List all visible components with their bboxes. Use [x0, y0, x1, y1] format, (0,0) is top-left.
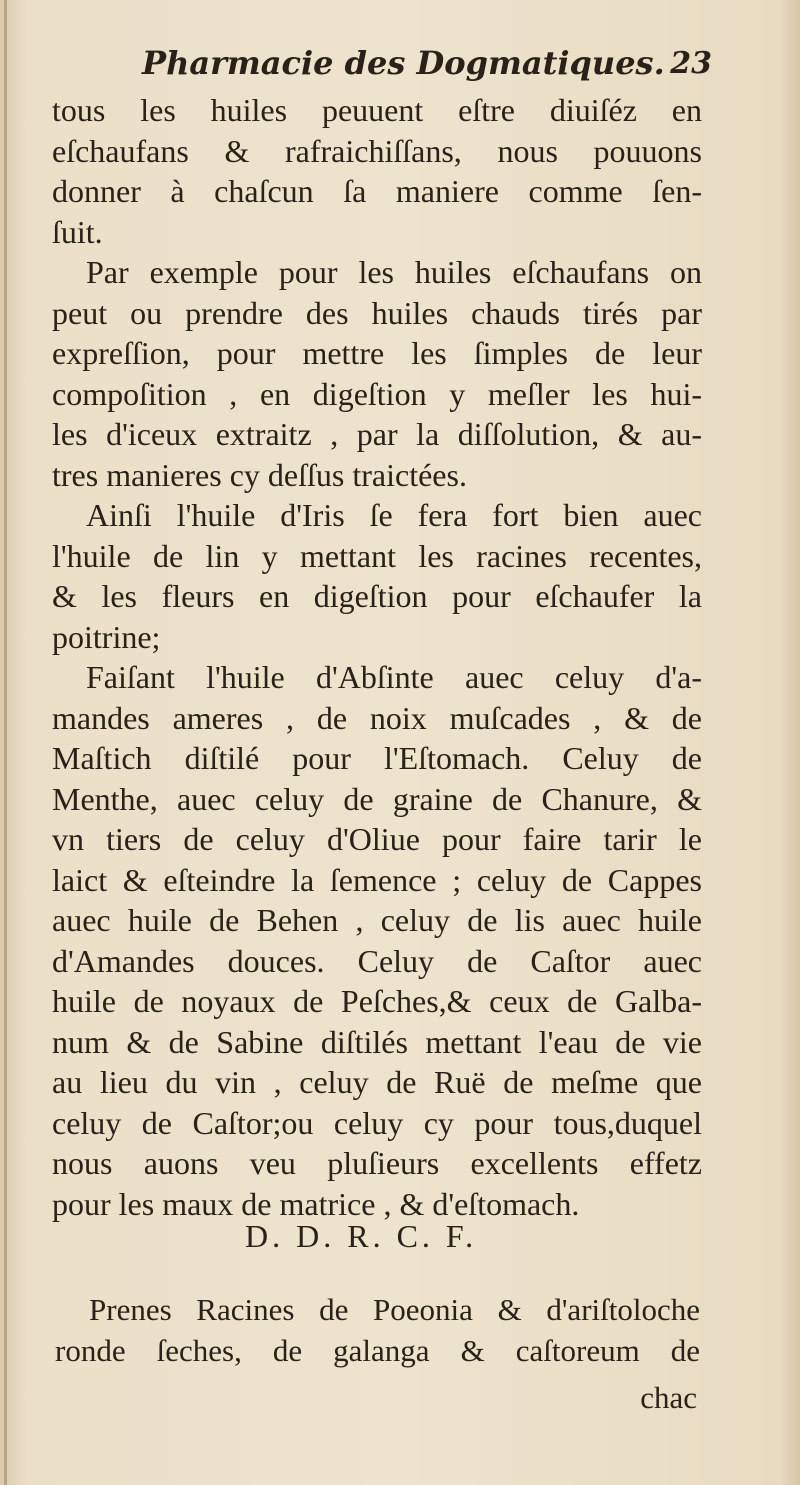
text-line: Par exemple pour les huiles eſchaufans on — [86, 254, 702, 290]
text-line: au lieu du vin , celuy de Ruë de meſme que — [52, 1064, 702, 1100]
text-line: les d'iceux extraitz , par la diſſolution, & au- — [52, 416, 702, 452]
text-line: eſchaufans & rafraichiſſans, nous pouuons — [52, 132, 702, 169]
text-line: l'huile de lin y mettant les racines recentes, — [52, 537, 702, 574]
text-line: Faiſant l'huile d'Abſinte auec celuy d'a- — [86, 659, 702, 695]
text-line: donner à chaſcun ſa maniere comme ſen- — [52, 173, 702, 209]
text-line: celuy de Caſtor;ou celuy cy pour tous,duquel — [52, 1104, 702, 1141]
section-signature: D. D. R. C. F. — [245, 1218, 478, 1254]
text-line: huile de noyaux de Peſches,& ceux de Galba- — [52, 983, 702, 1019]
text-line: tous les huiles peuuent eſtre diuiſéz en — [52, 92, 702, 128]
text-line: nous auons veu pluſieurs excellents effetz — [52, 1145, 702, 1181]
text-line: Prenes Racines de Poeonia & d'ariſtoloche — [89, 1292, 700, 1327]
running-title: Pharmacie des Dogmatiques. — [142, 44, 665, 82]
text-line: auec huile de Behen , celuy de lis auec huile — [52, 902, 702, 938]
page-header — [52, 44, 712, 94]
recipe-text — [55, 1290, 700, 1371]
text-line: d'Amandes douces. Celuy de Caſtor auec — [52, 942, 702, 979]
body-text — [52, 90, 702, 1224]
page-number: 23 — [670, 46, 712, 81]
text-line: vn tiers de celuy d'Oliue pour faire tarir le — [52, 821, 702, 857]
text-line: ſuit. — [52, 213, 103, 250]
text-line: ronde ſeches, de galanga & caſtoreum de — [55, 1332, 700, 1368]
text-line: peut ou prendre des huiles chauds tirés par — [52, 294, 702, 331]
text-line: compoſition , en digeſtion y meſler les hui- — [52, 375, 702, 412]
catchword: chac — [640, 1380, 697, 1415]
text-line: laict & eſteindre la ſemence ; celuy de Cappes — [52, 861, 702, 898]
text-line: poitrine; — [52, 618, 161, 655]
text-line: expreſſion, pour mettre les ſimples de leur — [52, 335, 702, 371]
text-line: Maſtich diſtilé pour l'Eſtomach. Celuy de — [52, 740, 702, 776]
text-line: pour les maux de matrice , & d'eſtomach. — [52, 1185, 580, 1222]
text-line: & les fleurs en digeſtion pour eſchaufer la — [52, 578, 702, 614]
page-gutter-edge — [4, 0, 7, 1485]
text-line: Menthe, auec celuy de graine de Chanure, & — [52, 780, 702, 817]
text-line: mandes ameres , de noix muſcades , & de — [52, 699, 702, 736]
text-line: tres manieres cy deſſus traictées. — [52, 456, 467, 493]
text-line: num & de Sabine diſtilés mettant l'eau de vie — [52, 1023, 702, 1060]
text-line: Ainſi l'huile d'Iris ſe fera fort bien auec — [86, 497, 702, 533]
